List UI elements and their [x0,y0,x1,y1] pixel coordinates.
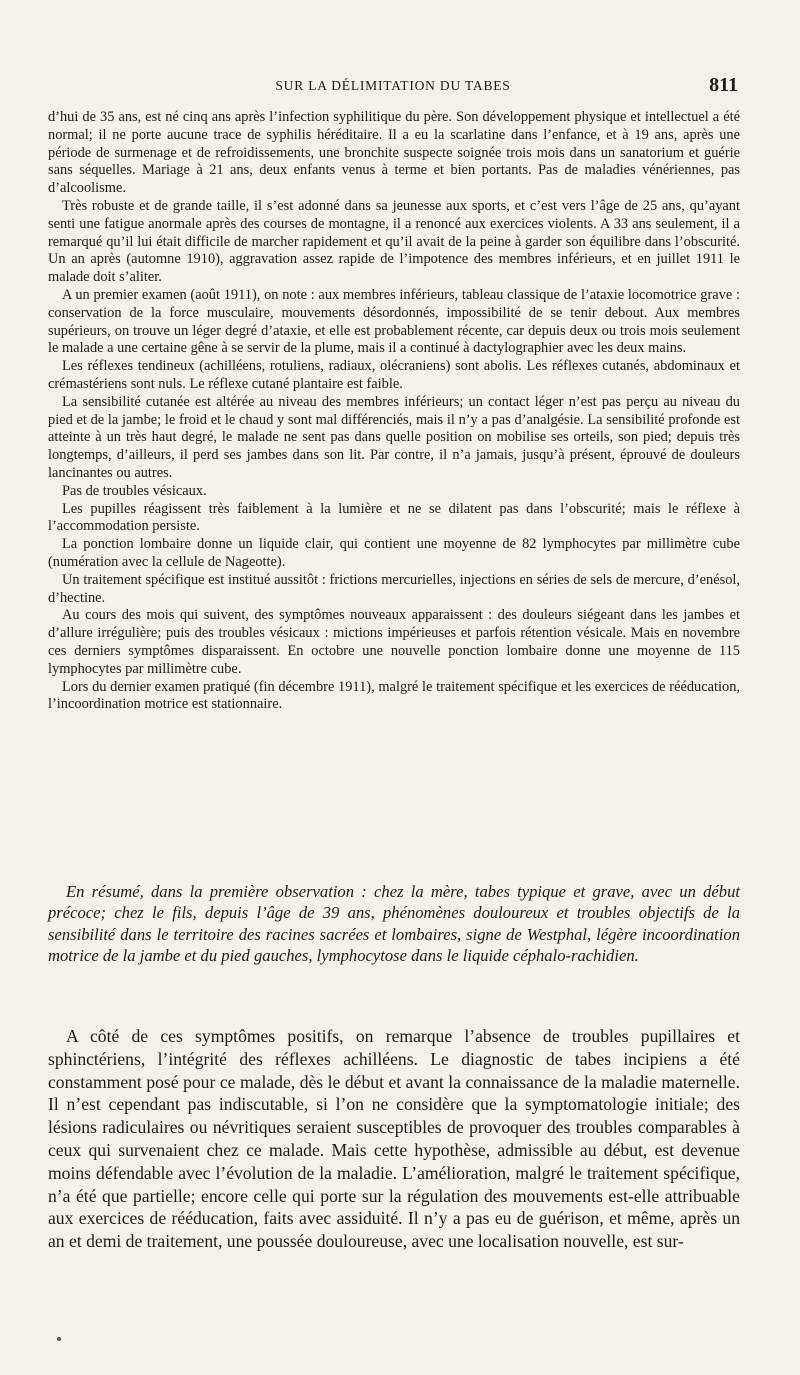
summary-paragraph: En résumé, dans la première observation : chez la mère, tabes typique et grave, avec un début précoce; chez le fils, depuis l’âge de 39 ans, phénomènes douloureux et troubles objectifs de la sensibilité dans le territoire des racines sacrées et lombaires, signe de Westphal, légère incoordination motrice de la jambe et du pied gauches, lymphocytose dans le liquide céphalo-rachidien. [48,882,740,966]
paragraph: d’hui de 35 ans, est né cinq ans après l’infection syphilitique du père. Son développement physique et intellectuel a été normal; il ne porte aucune trace de syphilis héréditaire. Il a eu la scarlatine dans l’enfance, et à 19 ans, après une période de surmenage et de refroidissements, une bronchite suspecte soignée trois mois dans un sanatorium et guérie sans séquelles. Mariage à 21 ans, deux enfants venus à terme et bien portants. Pas de maladies vénériennes, pas d’alcoolisme. [48,109,740,197]
paragraph: Les réflexes tendineux (achilléens, rotuliens, radiaux, olécraniens) sont abolis. Les réflexes cutanés, abdominaux et crémastériens sont nuls. Le réflexe cutané plantaire est faible. [48,358,740,392]
observation-text [48,109,740,714]
discussion-block [48,1025,740,1253]
paragraph: Au cours des mois qui suivent, des symptômes nouveaux apparaissent : des douleurs siégeant dans les jambes et d’allure irrégulière; puis des troubles vésicaux : mictions impérieuses et parfois rétention vésicale. Mais en novembre ces derniers symptômes disparaissent. En octobre une nouvelle ponction lombaire donne une moyenne de 115 lymphocytes par millimètre cube. [48,607,740,677]
paragraph: Les pupilles réagissent très faiblement à la lumière et ne se dilatent pas dans l’obscurité; mais le réflexe à l’accommodation persiste. [48,500,740,535]
running-header [48,74,738,98]
paragraph: Lors du dernier examen pratiqué (fin décembre 1911), malgré le traitement spécifique et les exercices de rééducation, l’incoordination motrice est stationnaire. [48,678,740,713]
paragraph: La sensibilité cutanée est altérée au niveau des membres inférieurs; un contact léger n’est pas perçu au niveau du pied et de la jambe; le froid et le chaud y sont mal différenciés, mais il n’y a pas d’analgésie. La sensibilité profonde est atteinte à un très haut degré, le malade ne sent pas dans quelle position on mobilise ses orteils, son pied; depuis très longtemps, d’ailleurs, il perd ses jambes dans son lit. Par contre, il n’a jamais, jusqu’à présent, éprouvé de douleurs lancinantes ou autres. [48,393,740,481]
discussion-paragraph: A côté de ces symptômes positifs, on remarque l’absence de troubles pupillaires et sphinctériens, l’intégrité des réflexes achilléens. Le diagnostic de tabes incipiens a été constamment posé pour ce malade, dès le début et avant la connaissance de la maladie maternelle. Il n’est cependant pas indiscutable, si l’on ne considère que la symptomatologie initiale; des lésions radiculaires ou névritiques seraient susceptibles de provoquer des troubles comparables à ceux qui survenaient chez ce malade. Mais cette hypothèse, admissible au début, est devenue moins défendable avec l’évolution de la maladie. L’amélioration, malgré le traitement spécifique, n’a été que partielle; encore celle qui porte sur la régulation des mouvements est-elle attribuable aux exercices de rééducation, faits avec assiduité. Il n’y a pas eu de guérison, et même, après un an et demi de traitement, une poussée douloureuse, avec une localisation nouvelle, est sur- [48,1026,740,1252]
paragraph: A un premier examen (août 1911), on note : aux membres inférieurs, tableau classique de l’ataxie locomotrice grave : conservation de la force musculaire, mouvements désordonnés, impossibilité de se tenir debout. Aux membres supérieurs, on trouve un léger degré d’ataxie, et elle est probablement récente, car depuis deux ou trois mois seulement le malade a une certaine gêne à se servir de la plume, mais il a continué à dactylographier avec les deux mains. [48,286,740,357]
paragraph: La ponction lombaire donne un liquide clair, qui contient une moyenne de 82 lymphocytes par millimètre cube (numération avec la cellule de Nageotte). [48,536,740,570]
summary-block [48,881,740,967]
page-number: 811 [709,74,738,96]
running-title: SUR LA DÉLIMITATION DU TABES [275,78,511,93]
paragraph: Un traitement spécifique est institué aussitôt : frictions mercurielles, injections en séries de sels de mercure, d’enésol, d’hectine. [48,571,740,606]
paragraph: Très robuste et de grande taille, il s’est adonné dans sa jeunesse aux sports, et c’est vers l’âge de 25 ans, qu’ayant senti une fatigue anormale après des courses de montagne, il a renoncé aux exercices violents. A 33 ans seulement, il a remarqué qu’il lui était difficile de marcher rapidement et qu’il avait de la peine à garder son équilibre dans l’obscurité. Un an après (automne 1910), aggravation assez rapide de l’impotence des membres inférieurs, et en juillet 1911 le malade doit s’aliter. [48,197,740,286]
paragraph: Pas de troubles vésicaux. [62,482,207,499]
print-speck [57,1337,61,1341]
